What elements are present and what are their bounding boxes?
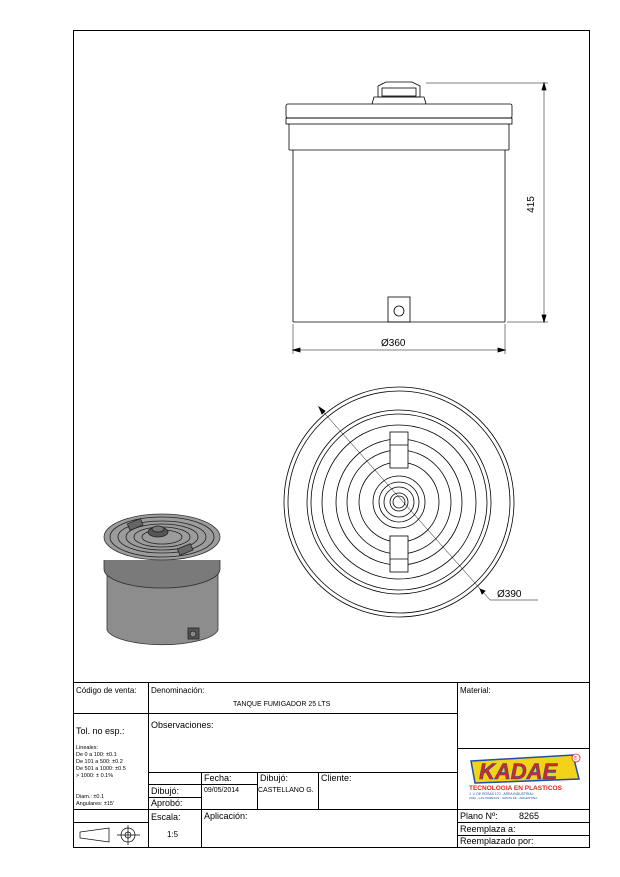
- base-diameter-label: Ø360: [381, 338, 406, 349]
- logo-address-1: J. V. DE ROSAS 170 - AREA INDUSTRIAL: [469, 792, 534, 796]
- codigo-label: Código de venta:: [76, 686, 137, 695]
- tolerance-line: Angulares: ±15': [76, 801, 115, 807]
- fecha-label: Fecha:: [204, 773, 232, 783]
- tb-line: [201, 772, 202, 848]
- logo-registered: ®: [573, 756, 578, 762]
- dibujo-col-label: Dibujó:: [260, 773, 289, 783]
- observaciones-label: Observaciones:: [151, 720, 214, 730]
- tolerance-line: De 0 a 100: ±0.1: [76, 752, 117, 758]
- material-label: Material:: [460, 686, 491, 695]
- isometric-view: [104, 514, 220, 645]
- projection-symbol: [80, 825, 140, 845]
- escala-value: 1:5: [167, 830, 179, 839]
- top-diameter-label: Ø390: [497, 589, 522, 600]
- tb-line: [73, 809, 590, 810]
- tolerance-line: Diam.: ±0.1: [76, 794, 105, 800]
- tolerance-line: > 1000: ± 0.1%: [76, 773, 114, 779]
- dibujo-row-label: Dibujó:: [151, 786, 180, 796]
- cliente-label: Cliente:: [321, 773, 352, 783]
- tb-line: [148, 682, 149, 848]
- kadae-logo-graphic: [466, 751, 583, 799]
- logo-tagline: TECNOLOGIA EN PLASTICOS: [469, 785, 562, 792]
- fecha-value: 09/05/2014: [204, 787, 240, 794]
- tb-line: [457, 682, 458, 848]
- tb-line: [148, 772, 457, 773]
- top-view: [284, 387, 538, 617]
- height-dimension-label: 415: [525, 196, 537, 213]
- tb-line: [318, 772, 319, 809]
- tolerance-line: De 101 a 500: ±0.2: [76, 759, 123, 765]
- plano-label: Plano Nº:: [460, 811, 498, 821]
- tol-label: Tol. no esp.:: [76, 726, 125, 736]
- tolerance-line: De 501 a 1000: ±0.5: [76, 766, 126, 772]
- denominacion-value: TANQUE FUMIGADOR 25 LTS: [233, 701, 331, 708]
- tb-line: [457, 822, 590, 823]
- kadae-logo: [466, 751, 583, 799]
- logo-address-2: 2322 - LAS PAREJAS - SANTA FE - ARGENTINA: [469, 796, 538, 799]
- reemplaza-label: Reemplaza a:: [460, 824, 516, 834]
- reemplazado-label: Reemplazado por:: [460, 836, 534, 846]
- logo-brand: KADAE: [479, 759, 558, 784]
- tb-line: [148, 784, 257, 785]
- dibujante-value: CASTELLANO G.: [258, 787, 314, 794]
- denominacion-label: Denominación:: [151, 686, 205, 695]
- tb-line: [457, 748, 590, 749]
- plano-value: 8265: [519, 811, 540, 821]
- aprobo-label: Aprobó:: [151, 798, 183, 808]
- tolerance-line: Lineales:: [76, 745, 99, 751]
- title-block-top-line: [73, 682, 590, 683]
- tb-line: [73, 713, 457, 714]
- aplicacion-label: Aplicación:: [204, 811, 248, 821]
- tb-line: [73, 822, 148, 823]
- front-view: [286, 82, 548, 354]
- escala-label: Escala:: [151, 812, 181, 822]
